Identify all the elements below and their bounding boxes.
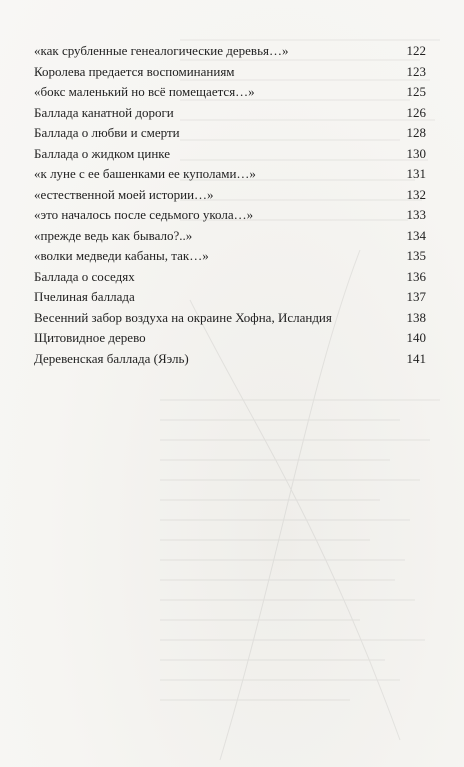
toc-entry (34, 123, 426, 144)
toc-entry-page-number: 136 (406, 268, 426, 284)
toc-entry (34, 185, 426, 206)
toc-entry (34, 144, 426, 165)
toc-entry-title: Щитовидное дерево (34, 330, 146, 345)
toc-entry-page-number: 131 (406, 166, 426, 181)
toc-entry-title: «как срубленные генеалогические деревья…» (34, 43, 289, 58)
toc-entry-page-number: 141 (406, 350, 426, 366)
toc-entry (34, 287, 426, 308)
table-of-contents (34, 41, 426, 369)
toc-entry-page-number: 137 (406, 289, 426, 304)
toc-entry-title: «волки медведи кабаны, так…» (34, 248, 209, 263)
toc-entry-title: Весенний забор воздуха на окраине Хофна, Исландия (34, 309, 332, 325)
toc-entry (34, 226, 426, 247)
toc-entry (34, 308, 426, 329)
toc-entry-page-number: 138 (406, 309, 426, 325)
toc-entry (34, 246, 426, 267)
toc-entry-title: «к луне с ее башенками ее куполами…» (34, 166, 256, 181)
toc-entry-title: «это началось после седьмого укола…» (34, 207, 254, 222)
toc-entry-title: Королева предается воспоминаниям (34, 63, 235, 79)
toc-entry-page-number: 140 (406, 330, 426, 345)
toc-entry-page-number: 135 (406, 248, 426, 263)
toc-entry-title: Баллада о соседях (34, 268, 135, 284)
toc-entry-page-number: 134 (406, 227, 426, 243)
toc-entry-title: «бокс маленький но всё помещается…» (34, 84, 255, 99)
toc-entry (34, 267, 426, 288)
toc-entry-title: «естественной моей истории…» (34, 186, 214, 202)
toc-entry-title: Баллада о жидком цинке (34, 145, 171, 161)
toc-entry (34, 41, 426, 62)
toc-entry (34, 349, 426, 370)
toc-entry-page-number: 132 (406, 186, 426, 202)
toc-entry-title: «прежде ведь как бывало?..» (34, 227, 193, 243)
toc-entry (34, 103, 426, 124)
toc-entry-title: Пчелиная баллада (34, 289, 135, 304)
toc-entry-page-number: 128 (406, 125, 426, 140)
toc-entry-title: Баллада о любви и смерти (34, 125, 180, 140)
toc-entry (34, 82, 426, 103)
toc-entry (34, 205, 426, 226)
toc-entry (34, 164, 426, 185)
toc-entry-page-number: 122 (406, 43, 426, 58)
toc-entry (34, 62, 426, 83)
toc-entry-page-number: 123 (406, 63, 426, 79)
toc-entry-page-number: 130 (406, 145, 426, 161)
toc-entry-title: Деревенская баллада (Яэль) (34, 350, 189, 366)
toc-entry-page-number: 133 (406, 207, 426, 222)
toc-entry (34, 328, 426, 349)
toc-entry-page-number: 126 (406, 104, 426, 120)
toc-entry-title: Баллада канатной дороги (34, 104, 174, 120)
toc-entry-page-number: 125 (406, 84, 426, 99)
